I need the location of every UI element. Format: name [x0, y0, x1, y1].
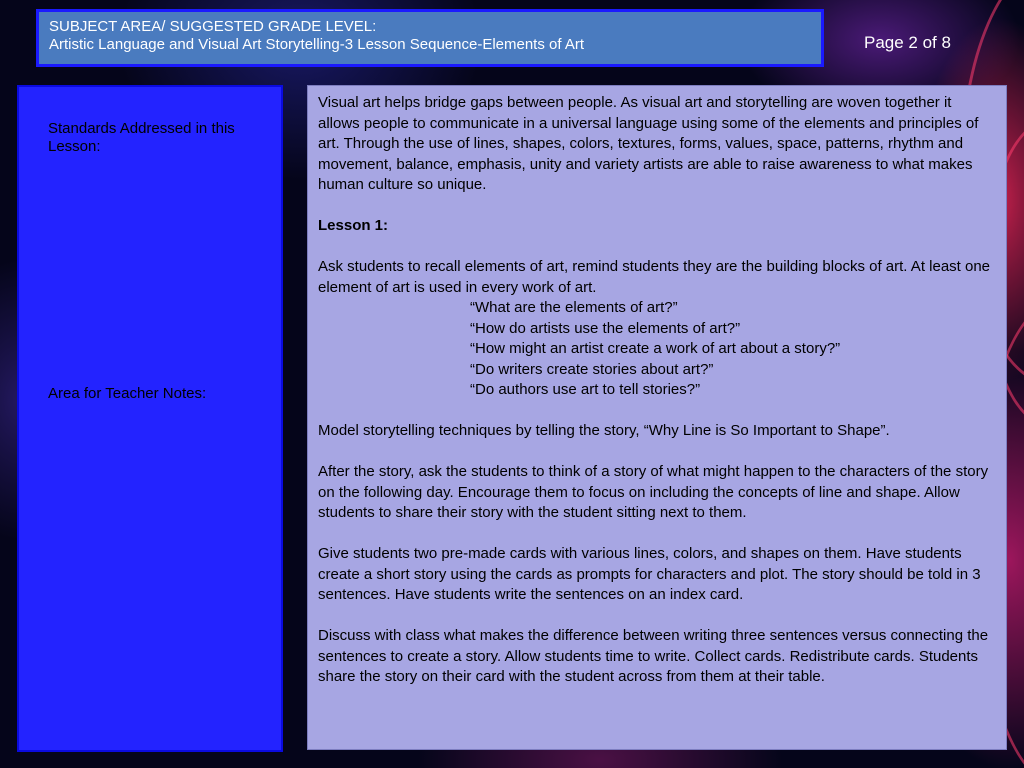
- after-story-paragraph: After the story, ask the students to think of a story of what might happen to the characters of the story on the following day. Encourage them to focus on including the concepts of line and shape. Allow students to share their story with the student sitting next to them.: [318, 463, 989, 521]
- discuss-paragraph: Discuss with class what makes the difference between writing three sentences versus connecting the sentences to create a story. Allow students time to write. Collect cards. Redistribute cards. Students share the story on their card with the student across from them at their table.: [318, 627, 989, 685]
- teacher-notes-label: Area for Teacher Notes:: [48, 385, 207, 402]
- lesson-title: Artistic Language and Visual Art Storytelling-3 Lesson Sequence-Elements of Art: [49, 36, 585, 53]
- intro-paragraph: Visual art helps bridge gaps between people. As visual art and storytelling are woven together it allows people to communicate in a universal language using some of the elements and principles of art. Through the use of lines, shapes, colors, textures, forms, values, space, patterns, rhythm and movement, balance, emphasis, unity and variety artists are able to raise awareness to what makes human culture so unique.: [318, 94, 979, 193]
- sidebar-panel: [17, 85, 283, 752]
- model-paragraph: Model storytelling techniques by telling the story, “Why Line is So Important to Shape”.: [318, 422, 890, 439]
- subject-header: [36, 9, 824, 67]
- standards-label: Standards Addressed in this Lesson:: [48, 120, 235, 155]
- question-item: “Do writers create stories about art?”: [470, 360, 714, 378]
- page-indicator: Page 2 of 8: [864, 33, 951, 52]
- lesson-heading: Lesson 1:: [318, 217, 389, 234]
- recall-paragraph: Ask students to recall elements of art, remind students they are the building blocks of art. At least one element of art is used in every work of art.: [318, 258, 991, 296]
- question-item: “How do artists use the elements of art?”: [470, 319, 741, 337]
- lesson-content: [307, 85, 1007, 750]
- question-item: “What are the elements of art?”: [470, 299, 678, 316]
- cards-paragraph: Give students two pre-made cards with various lines, colors, and shapes on them. Have students create a short story using the cards as prompts for characters and plot. The story should be told in 3 sentences. Have students write the sentences on an index card.: [318, 545, 981, 603]
- question-item: “How might an artist create a work of art about a story?”: [470, 340, 841, 357]
- subject-area-label: SUBJECT AREA/ SUGGESTED GRADE LEVEL:: [49, 18, 377, 35]
- question-item: “Do authors use art to tell stories?”: [470, 381, 701, 398]
